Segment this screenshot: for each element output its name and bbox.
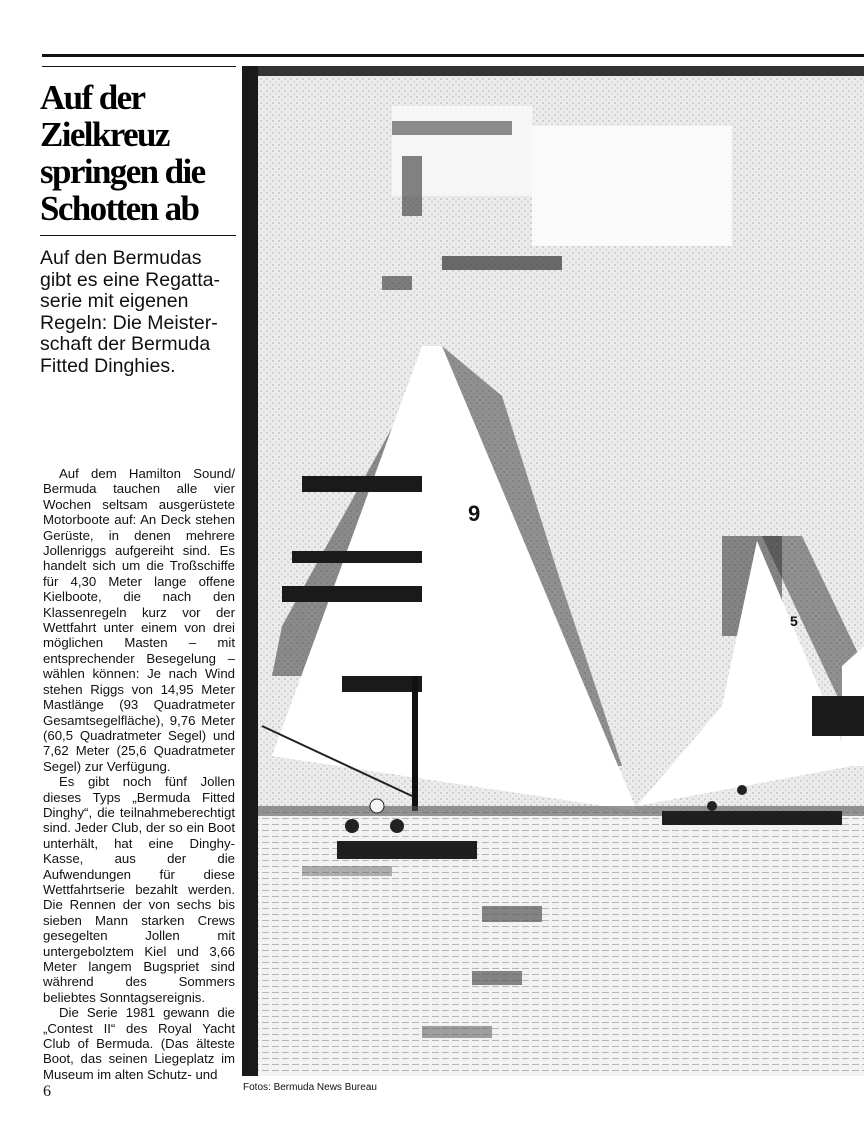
sail-number-2: 5: [790, 613, 798, 629]
headline: [40, 79, 236, 227]
headline-line: Schotten ab: [40, 189, 199, 228]
photo-caption: Fotos: Bermuda News Bureau: [243, 1082, 377, 1093]
sail-number-1: 9: [468, 501, 481, 526]
left-column: [40, 66, 236, 377]
article-body: [43, 466, 235, 1082]
deck-line: Regeln: Die Meister-: [40, 311, 218, 334]
deck-line: gibt es eine Regatta-: [40, 268, 220, 291]
paragraph: Die Serie 1981 gewann die „Contest II“ des Royal Yacht Club of Bermuda. (Das älteste Boot, das seinen Liegeplatz im Museum im alten Schutz- und: [43, 1005, 235, 1082]
deck-line: serie mit eigenen: [40, 290, 189, 312]
sailing-photo: [242, 66, 864, 1076]
headline-line: Auf der: [40, 78, 145, 117]
headline-rule-top: [42, 66, 236, 67]
headline-line: Zielkreuz: [40, 115, 169, 154]
top-rule: [42, 54, 864, 57]
deck-line: Auf den Bermudas: [40, 247, 202, 269]
deck-line: schaft der Bermuda: [40, 333, 211, 355]
paragraph: Auf dem Hamilton Sound/ Bermuda tauchen alle vier Wochen seltsam ausgerüstete Motorboote auf: An Deck stehen Gerüste, in denen mehrere Jollenriggs aufgereiht sind. Es handelt sich um die Troßschiffe für 4,30 Meter lange offene Kielboote, die nach den Klassenregeln kurz vor der Wettfahrt unter einem von drei möglichen Masten – mit entsprechender Besegelung – wählen können: Je nach Wind stehen Riggs von 14,95 Meter Mastlänge (93 Quadratmeter Gesamtsegelfläche), 9,76 Meter (60,5 Quadratmeter Segel) und 7,62 Meter (25,6 Quadratmeter Segel) zur Verfügung.: [43, 466, 235, 774]
headline-rule-bottom: [40, 235, 236, 236]
page-number: 6: [43, 1083, 51, 1100]
paragraph: Es gibt noch fünf Jollen dieses Typs „Bermuda Fitted Dinghy“, die teilnahmeberechtigt sind. Jeder Club, der so ein Boot unterhält, hat eine Dinghy-Kasse, aus der die Aufwendungen für diese Wettfahrtserie bezahlt werden. Die Rennen der von sechs bis sieben Mann starken Crews gesegelten Jollen mit untergebolztem Kiel und 3,66 Meter langem Bugspriet sind während des Sommers beliebtes Sonntagsereignis.: [43, 774, 235, 1005]
deck: [40, 248, 236, 377]
deck-line: Fitted Dinghies.: [40, 354, 176, 377]
sailing-photo-illustration: [242, 66, 864, 1076]
headline-line: springen die: [40, 152, 205, 191]
